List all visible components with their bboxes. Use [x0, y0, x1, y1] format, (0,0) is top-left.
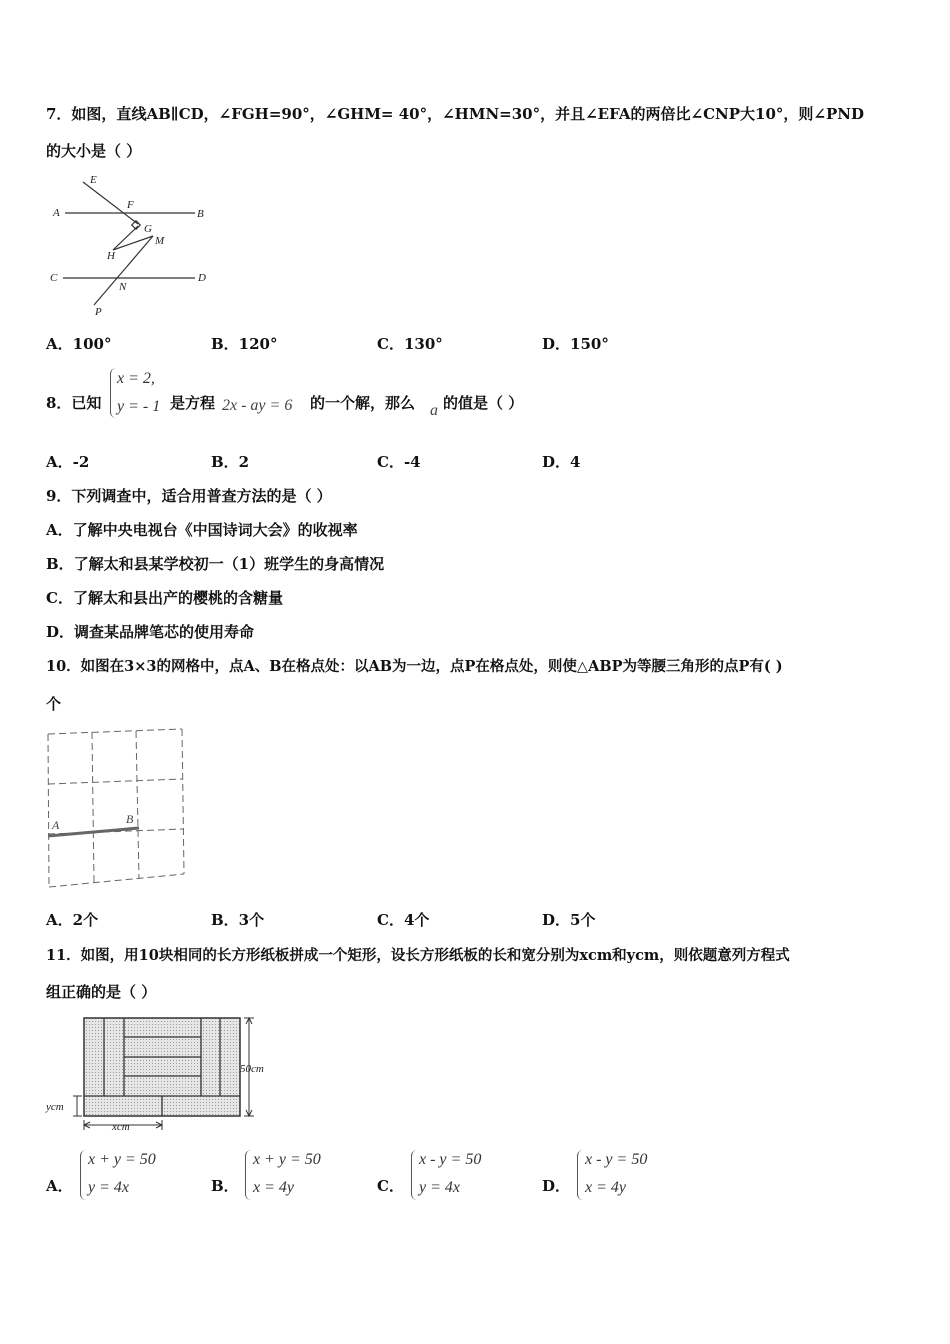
q11-stem-line1: 11．如图，用10块相同的长方形纸板拼成一个矩形，设长方形纸板的长和宽分别为xcm和ycm，则依题意列方程式: [46, 947, 790, 964]
q11-rectangle-figure: [44, 1012, 284, 1137]
q11-option-a-eq2: y = 4x: [88, 1179, 129, 1196]
q11-option-d-label[interactable]: D．: [542, 1177, 571, 1195]
q10-stem-line1: 10．如图在3×3的网格中，点A、B在格点处：以AB为一边，点P在格点处，则使△ABP为等腰三角形的点P有( ): [46, 658, 783, 675]
q7-option-a[interactable]: A．100°: [46, 335, 112, 353]
q7-label-f: F: [127, 199, 134, 211]
q8-option-b[interactable]: B．2: [211, 453, 250, 471]
q7-stem-line1: 7．如图，直线AB∥CD，∠FGH=90°，∠GHM= 40°，∠HMN=30°，并且∠EFA的两倍比∠CNP大10°，则∠PND: [46, 105, 864, 123]
q7-label-e: E: [90, 174, 97, 186]
q9-stem: 9．下列调查中，适合用普查方法的是（ ）: [46, 487, 332, 505]
q8-system: [117, 365, 160, 421]
q9-option-a[interactable]: A．了解中央电视台《中国诗词大会》的收视率: [46, 521, 358, 539]
q8-system-eq1: x = 2,: [117, 370, 155, 387]
q11-option-b-system[interactable]: [253, 1146, 321, 1202]
q10-option-b[interactable]: B．3个: [211, 911, 265, 929]
q8-brace: [110, 368, 117, 418]
q7-label-g: G: [144, 223, 152, 235]
q10-option-a[interactable]: A．2个: [46, 911, 99, 929]
q9-option-c[interactable]: C．了解太和县出产的樱桃的含糖量: [46, 589, 283, 607]
q11-option-a-system[interactable]: [88, 1146, 156, 1202]
q7-label-c: C: [50, 272, 58, 284]
q11-option-d-eq2: x = 4y: [585, 1179, 626, 1196]
q7-option-c[interactable]: C．130°: [377, 335, 443, 353]
q8-option-d[interactable]: D．4: [542, 453, 581, 471]
q8-var: a: [430, 402, 438, 419]
q11-option-b-brace: [245, 1150, 252, 1200]
q11-option-d-eq1: x - y = 50: [585, 1151, 648, 1168]
q11-label-ycm: ycm: [46, 1101, 64, 1113]
q11-option-c-label[interactable]: C．: [377, 1177, 404, 1195]
q7-label-b: B: [197, 208, 204, 220]
q10-option-c[interactable]: C．4个: [377, 911, 430, 929]
q11-option-c-brace: [411, 1150, 418, 1200]
q7-label-p: P: [95, 306, 102, 318]
q7-option-b[interactable]: B．120°: [211, 335, 278, 353]
q11-option-c-system[interactable]: [419, 1146, 481, 1202]
q10-grid-figure: [44, 722, 189, 892]
q11-option-a-eq1: x + y = 50: [88, 1151, 156, 1168]
q11-option-d-system[interactable]: [585, 1146, 647, 1202]
q8-equation: 2x - ay = 6: [222, 397, 293, 414]
q7-label-a: A: [53, 207, 60, 219]
q11-stem-line2: 组正确的是（ ）: [46, 983, 157, 1001]
q7-stem-line2: 的大小是（ ）: [46, 142, 142, 160]
q11-option-a-label[interactable]: A．: [46, 1177, 73, 1195]
q9-option-d[interactable]: D．调查某品牌笔芯的使用寿命: [46, 623, 255, 641]
q7-label-n: N: [119, 281, 127, 293]
q9-option-b[interactable]: B．了解太和县某学校初一（1）班学生的身高情况: [46, 555, 385, 573]
q7-figure: [45, 170, 220, 320]
q10-label-b: B: [126, 812, 134, 826]
q8-prefix: 8．已知: [46, 394, 102, 412]
q11-option-b-label[interactable]: B．: [211, 1177, 239, 1195]
q11-option-c-eq1: x - y = 50: [419, 1151, 482, 1168]
q10-stem-line2: 个: [46, 695, 62, 713]
q8-option-c[interactable]: C．-4: [377, 453, 421, 471]
q7-label-m: M: [155, 235, 165, 247]
q11-option-b-eq1: x + y = 50: [253, 1151, 321, 1168]
q8-suffix: 的值是（ ）: [443, 394, 524, 412]
q7-option-d[interactable]: D．150°: [542, 335, 609, 353]
q11-option-a-brace: [80, 1150, 87, 1200]
q11-option-c-eq2: y = 4x: [419, 1179, 460, 1196]
q10-option-d[interactable]: D．5个: [542, 911, 596, 929]
q10-label-a: A: [52, 818, 60, 832]
q11-option-d-brace: [577, 1150, 584, 1200]
q8-mid: 是方程: [170, 394, 216, 412]
q8-option-a[interactable]: A．-2: [46, 453, 90, 471]
q11-label-height: 50cm: [240, 1063, 264, 1075]
q8-mid2: 的一个解，那么: [310, 394, 416, 412]
q11-option-b-eq2: x = 4y: [253, 1179, 294, 1196]
q7-label-h: H: [107, 250, 115, 262]
q7-label-d: D: [198, 272, 206, 284]
q8-system-eq2: y = - 1: [117, 398, 161, 415]
q11-label-xcm: xcm: [112, 1121, 130, 1133]
